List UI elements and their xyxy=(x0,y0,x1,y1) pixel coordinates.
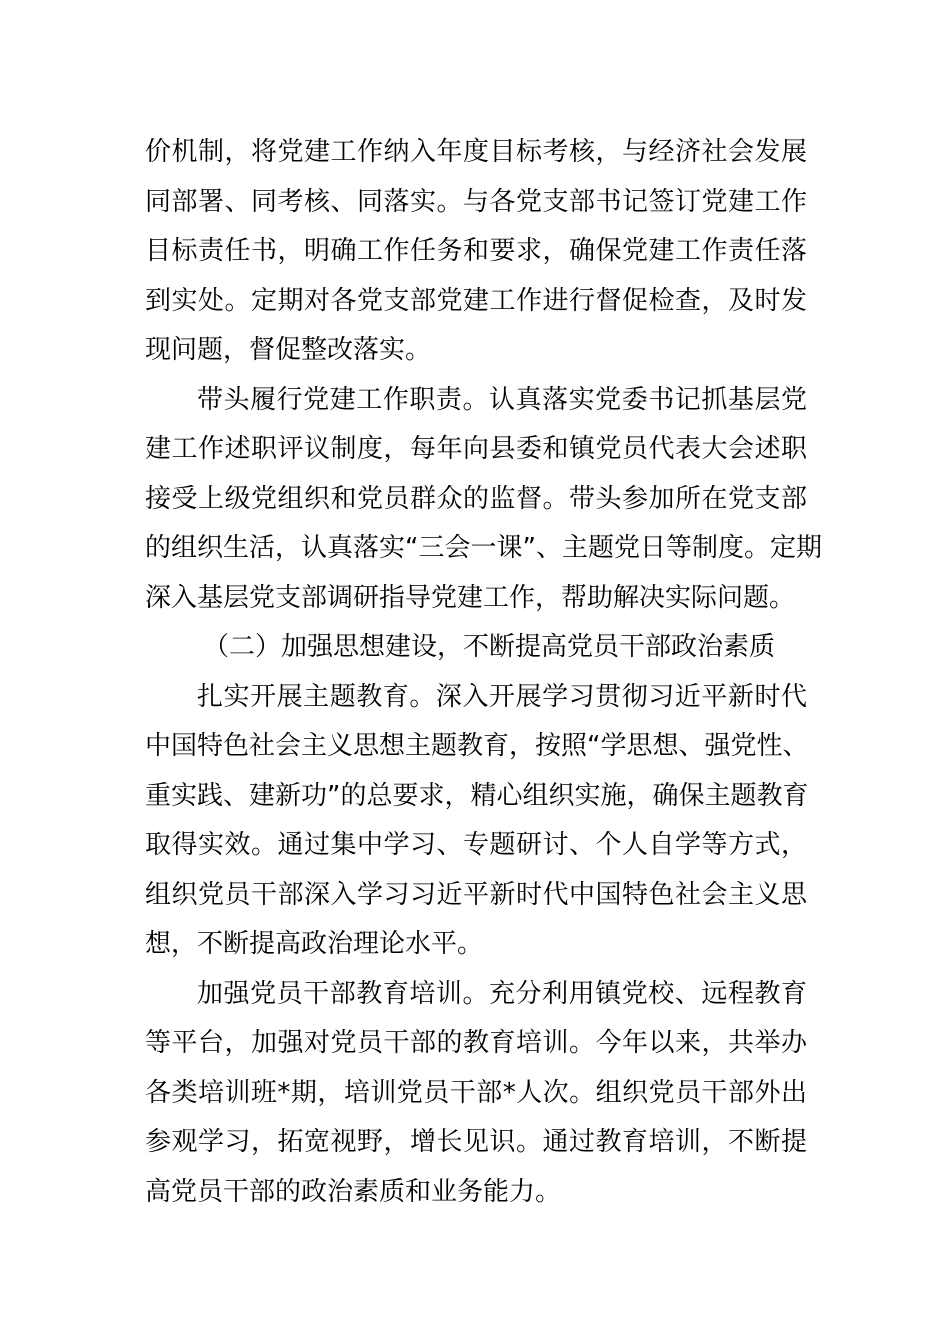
text-line: 高党员干部的政治素质和业务能力。 xyxy=(145,1176,562,1207)
text-line: 重实践、建新功”的总要求，精心组织实施，确保主题教育 xyxy=(145,780,809,811)
text-line: 到实处。定期对各党支部党建工作进行督促检查，及时发 xyxy=(145,285,807,316)
paragraph-lead-line: 扎实开展主题教育。深入开展学习贯彻习近平新时代 xyxy=(197,681,807,712)
text-line: 的组织生活，认真落实“三会一课”、主题党日等制度。定期 xyxy=(145,533,822,563)
text-line: 目标责任书，明确工作任务和要求，确保党建工作责任落 xyxy=(145,236,807,266)
text-line: 深入基层党支部调研指导党建工作，帮助解决实际问题。 xyxy=(145,582,796,613)
section-heading: （二）加强思想建设，不断提高党员干部政治素质 xyxy=(203,632,776,662)
text-line: 各类培训班*期，培训党员干部*人次。组织党员干部外出 xyxy=(145,1077,807,1108)
text-line: 价机制，将党建工作纳入年度目标考核，与经济社会发展 xyxy=(145,137,807,167)
text-line: 想，不断提高政治理论水平。 xyxy=(145,929,484,959)
text-line: 等平台，加强对党员干部的教育培训。今年以来，共举办 xyxy=(145,1028,807,1058)
text-line: 组织党员干部深入学习习近平新时代中国特色社会主义思 xyxy=(145,879,807,910)
text-line: 取得实效。通过集中学习、专题研讨、个人自学等方式， xyxy=(145,830,807,860)
paragraph-lead-line: 加强党员干部教育培训。充分利用镇党校、远程教育 xyxy=(197,978,807,1009)
document-body xyxy=(145,128,822,1217)
text-line: 同部署、同考核、同落实。与各党支部书记签订党建工作 xyxy=(145,186,807,217)
text-line: 建工作述职评议制度，每年向县委和镇党员代表大会述职 xyxy=(145,434,807,464)
text-line: 中国特色社会主义思想主题教育，按照“学思想、强党性、 xyxy=(145,731,809,761)
text-line: 现问题，督促整改落实。 xyxy=(145,335,432,365)
paragraph-lead-line: 带头履行党建工作职责。认真落实党委书记抓基层党 xyxy=(197,384,807,415)
text-line: 参观学习，拓宽视野，增长见识。通过教育培训，不断提 xyxy=(145,1127,807,1157)
text-line: 接受上级党组织和党员群众的监督。带头参加所在党支部 xyxy=(145,483,807,514)
